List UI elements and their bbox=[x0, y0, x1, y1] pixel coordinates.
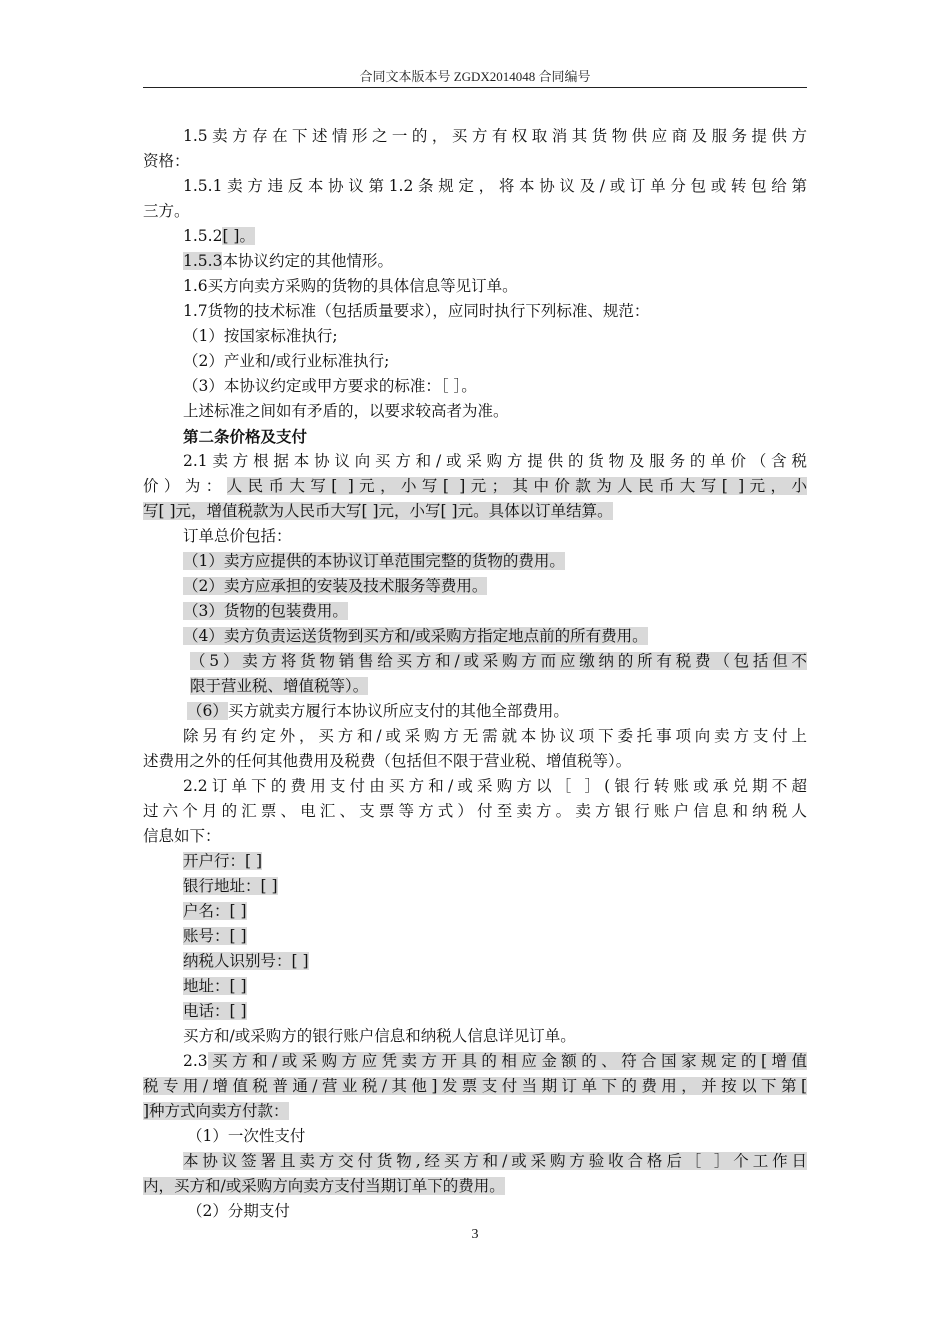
paragraph-line bbox=[143, 1174, 807, 1199]
highlighted-text: （1）卖方应提供的本协议订单范围完整的货物的费用。 bbox=[183, 552, 565, 570]
list-item bbox=[143, 599, 807, 624]
highlighted-text: 人民币大写[ ]元，小写[ ]元；其中价款为人民币大写[ ]元，小 bbox=[226, 477, 807, 495]
highlighted-text: （5）卖方将货物销售给买方和/或采购方而应缴纳的所有税费（包括但不 bbox=[190, 652, 807, 670]
paragraph-line bbox=[143, 524, 807, 549]
text-run: 除另有约定外，买方和/或采购方无需就本协议项下委托事项向卖方支付上 bbox=[183, 727, 807, 745]
section-title: 第二条价格及支付 bbox=[183, 427, 308, 446]
text-run: 买方就卖方履行本协议所应支付的其他全部费用。 bbox=[227, 702, 569, 720]
bank-field: 电话：[ ] bbox=[183, 1002, 247, 1020]
paragraph-line bbox=[143, 274, 807, 299]
bank-info-line bbox=[143, 899, 807, 924]
paragraph-line bbox=[143, 499, 807, 524]
bank-field: 账号：[ ] bbox=[183, 927, 247, 945]
bank-info-line bbox=[143, 849, 807, 874]
paragraph-line bbox=[143, 399, 807, 424]
text-run: 买方和/或采购方的银行账户信息和纳税人信息详见订单。 bbox=[183, 1027, 576, 1045]
list-item bbox=[143, 1199, 807, 1224]
text-run: 2.3 bbox=[183, 1052, 208, 1070]
list-item bbox=[143, 574, 807, 599]
paragraph-line bbox=[143, 1049, 807, 1074]
page-header: 合同文本版本号 ZGDX2014048 合同编号 bbox=[359, 69, 591, 84]
list-item bbox=[143, 624, 807, 649]
list-item bbox=[143, 649, 807, 674]
text-run: 资格： bbox=[143, 152, 190, 170]
list-item bbox=[143, 549, 807, 574]
paragraph-line bbox=[143, 1024, 807, 1049]
highlighted-text: 本协议签署且卖方交付货物,经买方和/或采购方验收合格后［ ］个工作日 bbox=[183, 1152, 807, 1170]
bank-info-line bbox=[143, 999, 807, 1024]
text-run: 三方。 bbox=[143, 202, 190, 220]
highlighted-text: [ ]。 bbox=[222, 227, 255, 245]
bank-field: 开户行：[ ] bbox=[183, 852, 263, 870]
page-number: 3 bbox=[471, 1227, 479, 1242]
paragraph-line bbox=[143, 774, 807, 799]
text-run: 1.5卖方存在下述情形之一的，买方有权取消其货物供应商及服务提供方 bbox=[183, 127, 807, 145]
text-run: （2）产业和/或行业标准执行; bbox=[183, 352, 390, 370]
paragraph-line bbox=[143, 324, 807, 349]
bank-field: 银行地址：[ ] bbox=[183, 877, 278, 895]
header-rule bbox=[143, 87, 807, 88]
text-run: 述费用之外的任何其他费用及税费（包括但不限于营业税、增值税等）。 bbox=[143, 752, 632, 770]
paragraph-line bbox=[143, 249, 807, 274]
list-item-continuation bbox=[143, 674, 807, 699]
text-run: 1.6买方向卖方采购的货物的具体信息等见订单。 bbox=[183, 277, 518, 295]
paragraph-line bbox=[143, 349, 807, 374]
paragraph-line bbox=[143, 824, 807, 849]
list-item bbox=[143, 699, 807, 724]
highlighted-text: ]种方式向卖方付款： bbox=[143, 1102, 289, 1120]
bank-info-line bbox=[143, 974, 807, 999]
bank-info-line bbox=[143, 949, 807, 974]
text-run: （1）按国家标准执行; bbox=[183, 327, 338, 345]
text-run: 本协议约定的其他情形。 bbox=[222, 252, 393, 270]
paragraph-line bbox=[143, 199, 807, 224]
paragraph-line bbox=[143, 724, 807, 749]
paragraph-line bbox=[143, 299, 807, 324]
text-run: 过六个月的汇票、电汇、支票等方式）付至卖方。卖方银行账户信息和纳税人 bbox=[143, 802, 807, 820]
highlighted-text: 内，买方和/或采购方向卖方支付当期订单下的费用。 bbox=[143, 1177, 505, 1195]
paragraph-line bbox=[143, 374, 807, 399]
text-run: 信息如下： bbox=[143, 827, 221, 845]
text-run: 1.5.1卖方违反本协议第1.2条规定，将本协议及/或订单分包或转包给第 bbox=[183, 177, 807, 195]
paragraph-line bbox=[143, 1149, 807, 1174]
highlighted-text: 写[ ]元，增值税款为人民币大写[ ]元，小写[ ]元。具体以订单结算。 bbox=[143, 502, 613, 520]
highlighted-text: 买方和/或采购方应凭卖方开具的相应金额的、符合国家规定的[增值 bbox=[207, 1052, 807, 1070]
paragraph-line bbox=[143, 449, 807, 474]
paragraph-line bbox=[143, 149, 807, 174]
highlighted-text: 限于营业税、增值税等）。 bbox=[190, 677, 369, 695]
highlighted-text: （4）卖方负责运送货物到买方和/或采购方指定地点前的所有费用。 bbox=[183, 627, 648, 645]
text-run: 2.2订单下的费用支付由买方和/或采购方以［ ］(银行转账或承兑期不超 bbox=[183, 777, 807, 795]
highlighted-text: （2）卖方应承担的安装及技术服务等费用。 bbox=[183, 577, 488, 595]
paragraph-line bbox=[143, 474, 807, 499]
section-heading bbox=[143, 424, 807, 449]
paragraph-line bbox=[143, 749, 807, 774]
bank-field: 纳税人识别号：[ ] bbox=[183, 952, 309, 970]
text-run: 订单总价包括： bbox=[183, 527, 292, 545]
paragraph-line bbox=[143, 1099, 807, 1124]
document-body bbox=[143, 124, 807, 1224]
highlighted-text: （3）货物的包装费用。 bbox=[183, 602, 348, 620]
highlighted-text: （6） bbox=[187, 702, 228, 720]
text-run: 2.1卖方根据本协议向买方和/或采购方提供的货物及服务的单价（含税 bbox=[183, 452, 807, 470]
list-item bbox=[143, 1124, 807, 1149]
paragraph-line bbox=[143, 124, 807, 149]
paragraph-line bbox=[143, 799, 807, 824]
bank-info-line bbox=[143, 924, 807, 949]
bank-info-line bbox=[143, 874, 807, 899]
text-run: （3）本协议约定或甲方要求的标准：［ ］。 bbox=[183, 377, 477, 395]
text-run: 上述标准之间如有矛盾的，以要求较高者为准。 bbox=[183, 402, 509, 420]
paragraph-line bbox=[143, 174, 807, 199]
text-run: 1.5.2 bbox=[183, 227, 223, 245]
text-run: 价）为： bbox=[143, 477, 227, 495]
highlighted-text: 税专用/增值税普通/营业税/其他]发票支付当期订单下的费用，并按以下第[ bbox=[143, 1077, 807, 1095]
paragraph-line bbox=[143, 1074, 807, 1099]
bank-field: 地址：[ ] bbox=[183, 977, 247, 995]
paragraph-line bbox=[143, 224, 807, 249]
bank-field: 户名：[ ] bbox=[183, 902, 247, 920]
text-run: 1.7货物的技术标准（包括质量要求），应同时执行下列标准、规范： bbox=[183, 302, 650, 320]
text-run: （2）分期支付 bbox=[187, 1202, 290, 1220]
text-run: （1）一次性支付 bbox=[187, 1127, 306, 1145]
highlighted-text: 1.5.3 bbox=[183, 252, 223, 270]
